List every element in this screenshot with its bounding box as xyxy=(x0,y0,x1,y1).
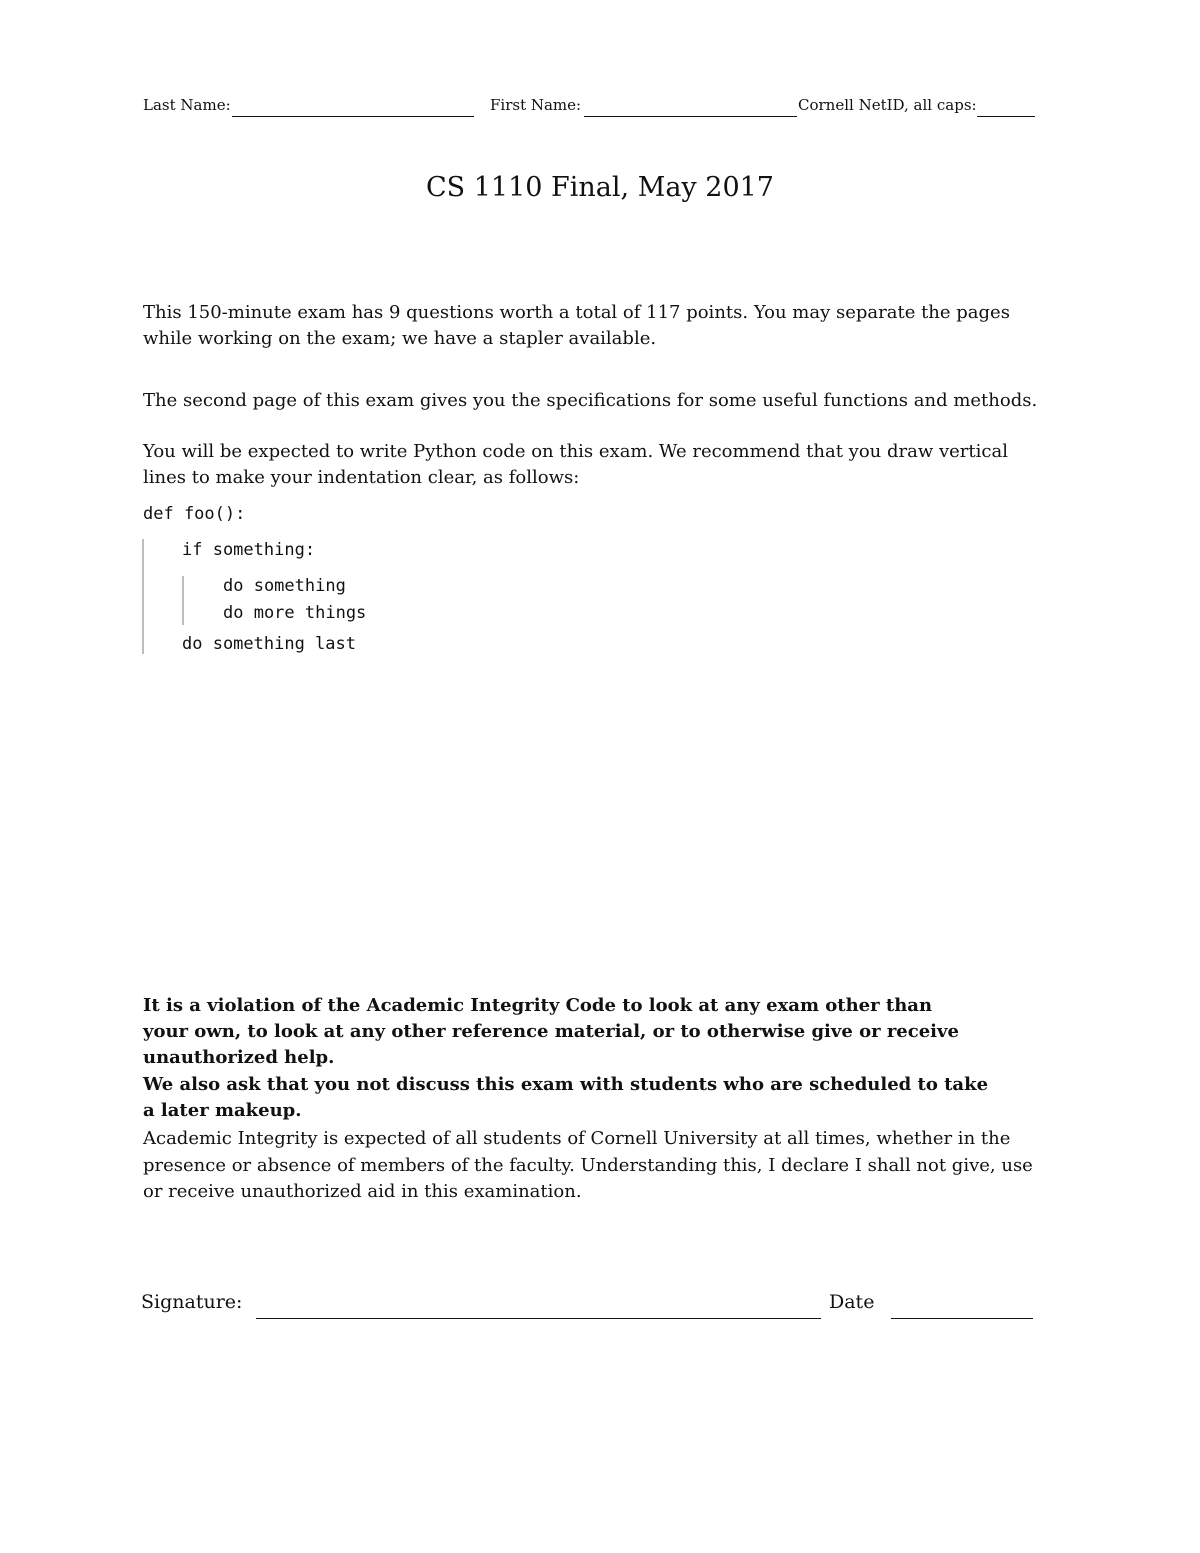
code-line-4: do more things xyxy=(223,603,367,623)
signature-field[interactable] xyxy=(256,1318,821,1319)
date-label: Date xyxy=(829,1291,875,1313)
integrity-bold-line-3: unauthorized help. xyxy=(143,1047,335,1068)
date-field[interactable] xyxy=(891,1318,1033,1319)
code-line-2: if something: xyxy=(182,540,316,560)
exam-title: CS 1110 Final, May 2017 xyxy=(426,172,774,203)
indent-guide-inner xyxy=(182,576,184,625)
first-name-field[interactable] xyxy=(584,116,797,117)
netid-label: Cornell NetID, all caps: xyxy=(798,96,977,114)
code-line-1: def foo(): xyxy=(143,504,246,524)
makeup-bold-line-2: a later makeup. xyxy=(143,1100,302,1121)
intro-line-1: This 150-minute exam has 9 questions worth a total of 117 points. You may separate the pages xyxy=(143,302,1010,323)
python-note-line-1: You will be expected to write Python code on this exam. We recommend that you draw vertical xyxy=(143,441,1008,462)
code-line-5: do something last xyxy=(182,634,356,654)
first-name-label: First Name: xyxy=(490,96,582,114)
indent-guide-outer xyxy=(142,539,144,654)
netid-field[interactable] xyxy=(977,116,1035,117)
code-line-3: do something xyxy=(223,576,346,596)
last-name-label: Last Name: xyxy=(143,96,231,114)
integrity-bold-line-1: It is a violation of the Academic Integrity Code to look at any exam other than xyxy=(143,995,933,1016)
signature-label: Signature: xyxy=(141,1291,243,1313)
second-page-note: The second page of this exam gives you the specifications for some useful functions and methods. xyxy=(143,390,1038,411)
intro-line-2: while working on the exam; we have a stapler available. xyxy=(143,328,657,349)
makeup-bold-line-1: We also ask that you not discuss this exam with students who are scheduled to take xyxy=(143,1074,989,1095)
last-name-field[interactable] xyxy=(232,116,474,117)
integrity-plain-line-2: presence or absence of members of the faculty. Understanding this, I declare I shall not give, use xyxy=(143,1155,1033,1176)
python-note-line-2: lines to make your indentation clear, as follows: xyxy=(143,467,580,488)
integrity-plain-line-1: Academic Integrity is expected of all students of Cornell University at all times, whether in the xyxy=(143,1128,1011,1149)
integrity-plain-line-3: or receive unauthorized aid in this examination. xyxy=(143,1181,582,1202)
integrity-bold-line-2: your own, to look at any other reference material, or to otherwise give or receive xyxy=(143,1021,959,1042)
